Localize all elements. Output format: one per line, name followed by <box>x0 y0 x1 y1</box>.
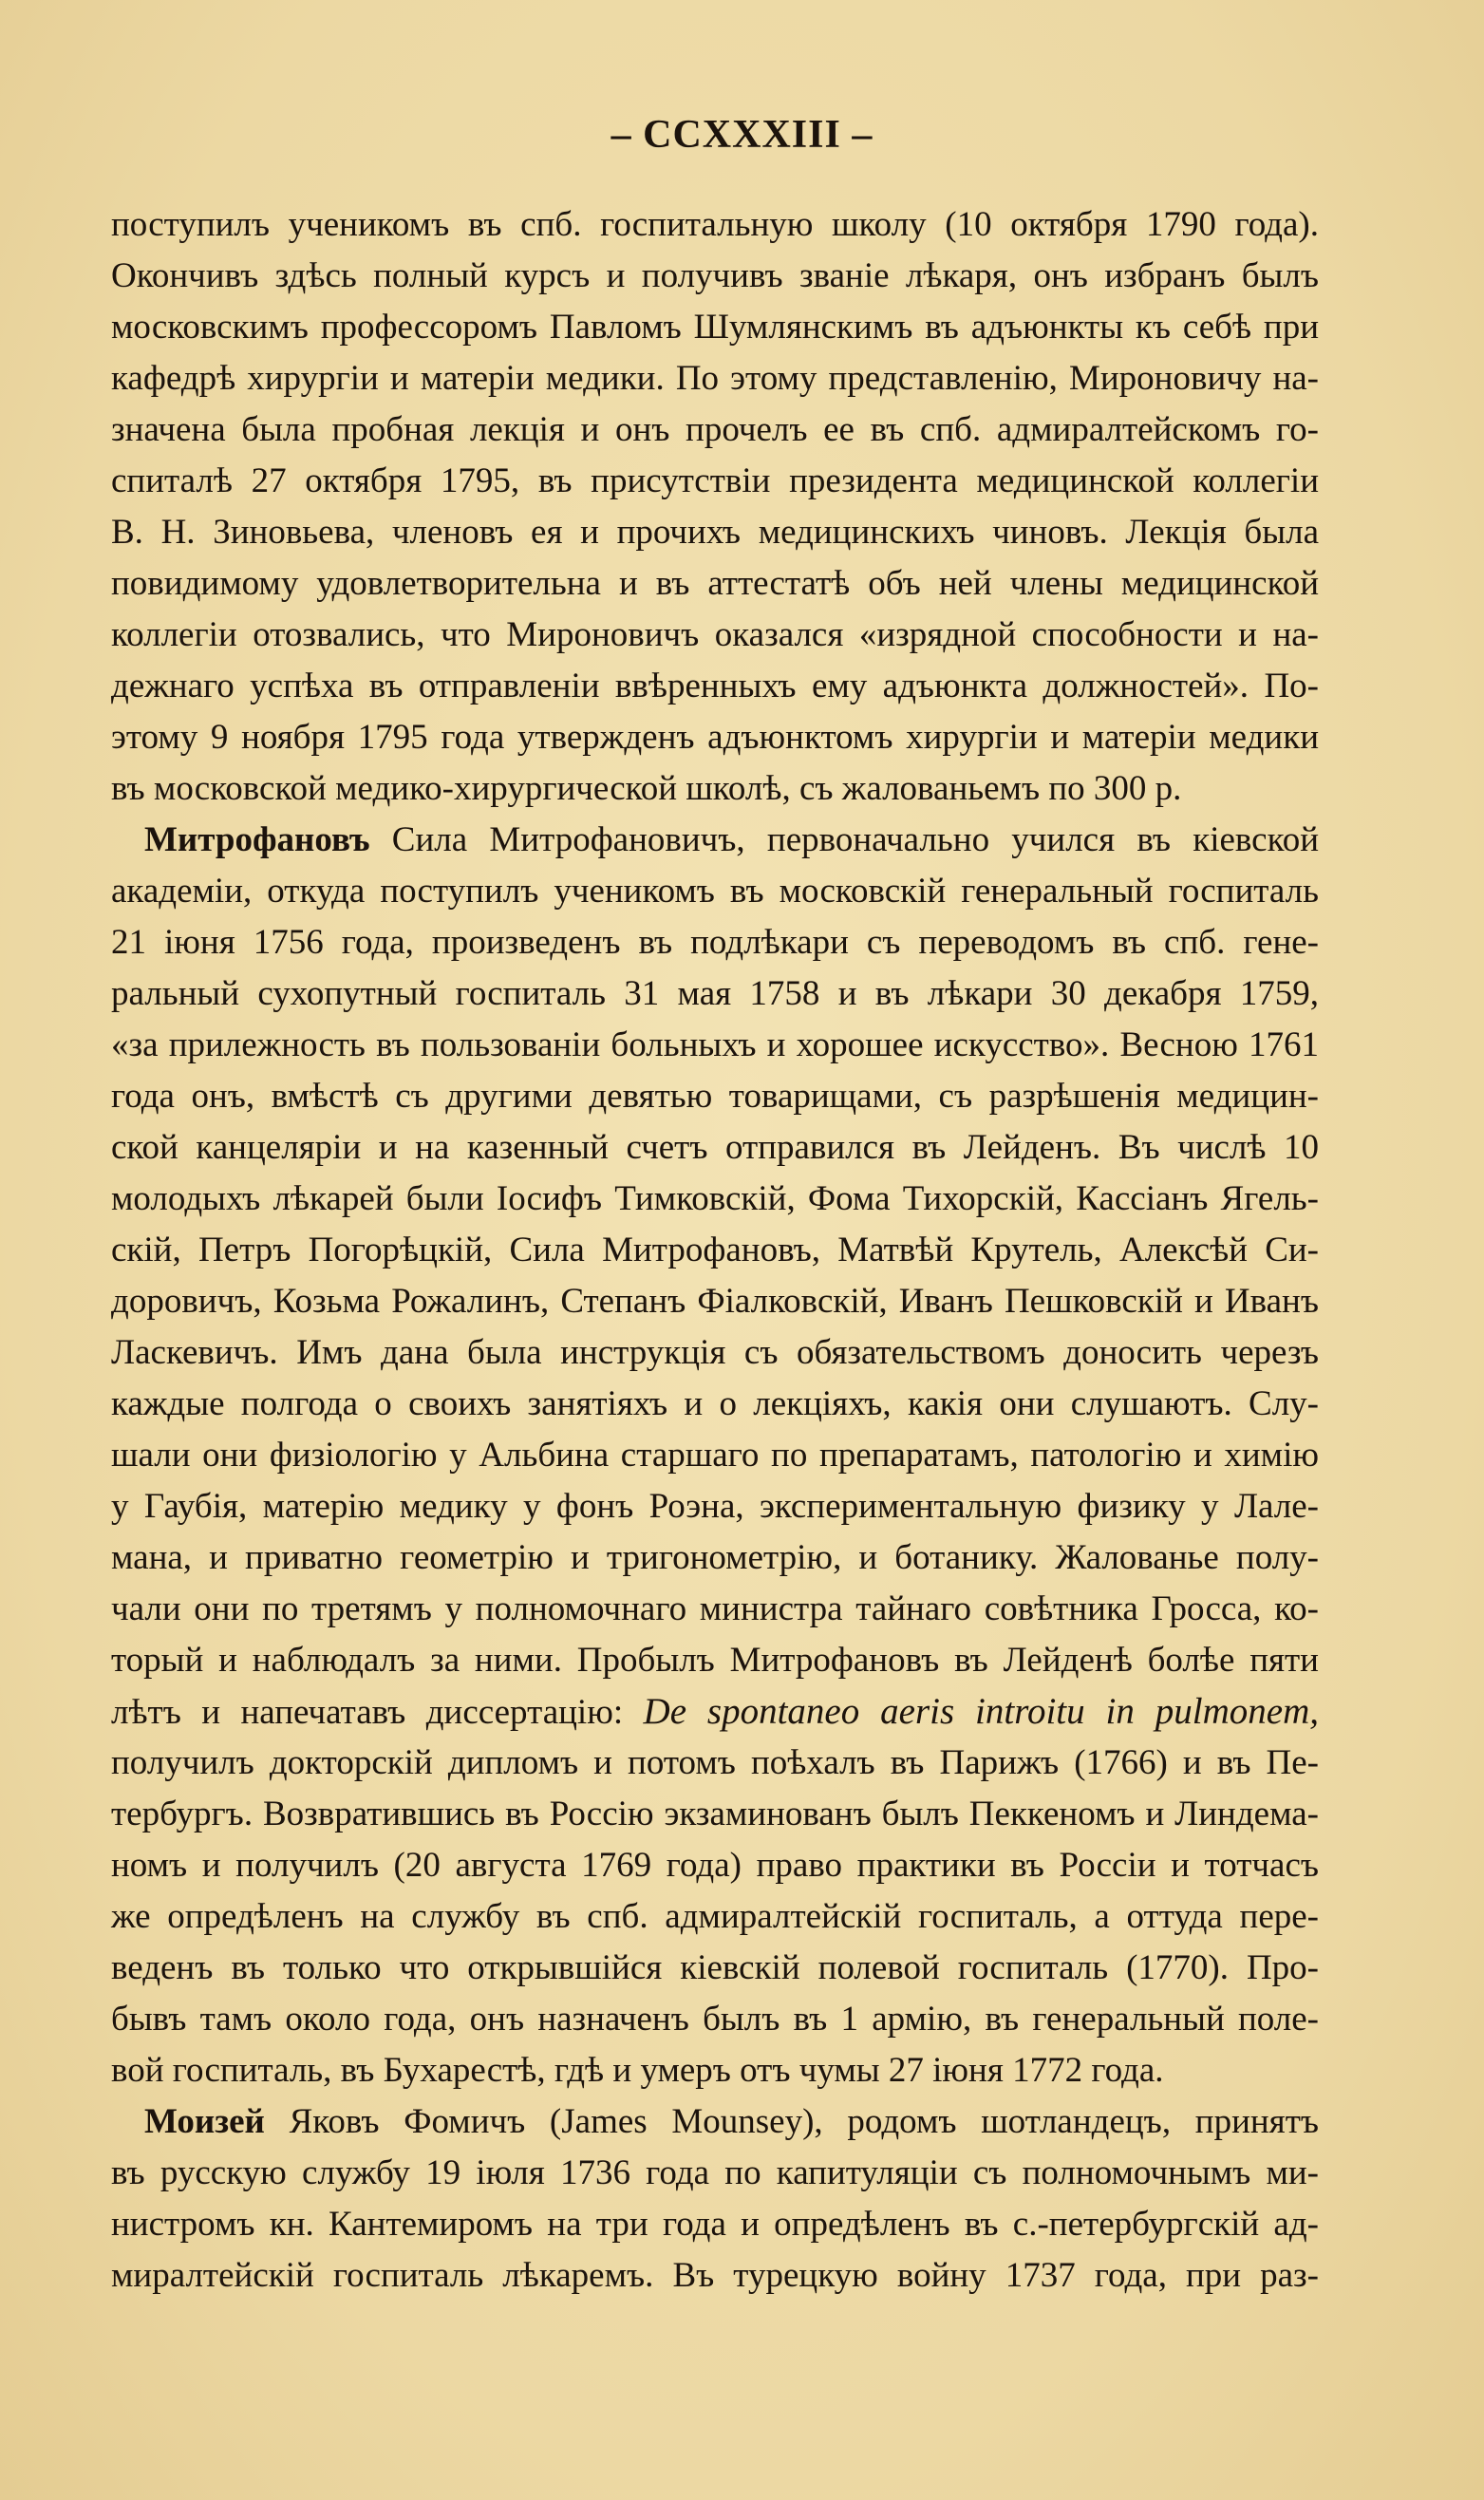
text-run: Сила Митрофановичъ, первоначально учился въ кіевской <box>369 820 1319 859</box>
text-line: въ русскую службу 19 іюля 1736 года по капитуляціи съ полномочнымъ ми- <box>111 2153 1319 2192</box>
page-number-header: – CCXXXIII – <box>611 113 873 157</box>
text-line: въ московской медико-хирургической школѣ, съ жалованьемъ по 300 р. <box>111 769 1182 808</box>
text-line: «за прилежность въ пользованіи больныхъ и хорошее искусство». Весною 1761 <box>111 1025 1319 1064</box>
text-line: бывъ тамъ около года, онъ назначенъ былъ въ 1 армію, въ генеральный поле- <box>111 2000 1319 2039</box>
entry-name: Моизей <box>144 2102 265 2141</box>
text-line: повидимому удовлетворительна и въ аттестатѣ объ ней члены медицинской <box>111 564 1319 603</box>
text-line: дежнаго успѣха въ отправленіи ввѣренныхъ ему адъюнкта должностей». По- <box>111 667 1319 705</box>
text-line: поступилъ ученикомъ въ спб. госпитальную школу (10 октября 1790 года). <box>111 205 1319 244</box>
text-line: доровичъ, Козьма Рожалинъ, Степанъ Фіалковскій, Иванъ Пешковскій и Иванъ <box>111 1282 1319 1321</box>
text-line <box>111 815 1319 866</box>
text-line: года онъ, вмѣстѣ съ другими девятью товарищами, съ разрѣшенія медицин- <box>111 1077 1319 1116</box>
entry-name: Митрофановъ <box>144 820 370 859</box>
dissertation-title: De spontaneo aeris introitu in pulmonem, <box>643 1691 1319 1732</box>
text-line: тербургъ. Возвратившись въ Россію экзаминованъ былъ Пеккеномъ и Линдема- <box>111 1795 1319 1833</box>
text-line: этому 9 ноября 1795 года утвержденъ адъюнктомъ хирургіи и матеріи медики <box>111 718 1319 757</box>
text-line: получилъ докторскій дипломъ и потомъ поѣхалъ въ Парижъ (1766) и въ Пе- <box>111 1743 1319 1782</box>
text-run: лѣтъ и напечатавъ диссертацію: <box>111 1693 644 1732</box>
text-line: Ласкевичъ. Имъ дана была инструкція съ обязательствомъ доносить черезъ <box>111 1333 1319 1372</box>
text-line: коллегіи отозвались, что Мироновичъ оказался «изрядной способности и на- <box>111 615 1319 654</box>
text-line: значена была пробная лекція и онъ прочелъ ее въ спб. адмиралтейскомъ го- <box>111 410 1319 449</box>
text-line: же опредѣленъ на службу въ спб. адмиралтейскій госпиталь, а оттуда пере- <box>111 1897 1319 1936</box>
text-line: миралтейскій госпиталь лѣкаремъ. Въ турецкую войну 1737 года, при раз- <box>111 2256 1319 2295</box>
text-line: В. Н. Зиновьева, членовъ ея и прочихъ медицинскихъ чиновъ. Лекція была <box>111 513 1319 552</box>
text-line: каждые полгода о своихъ занятіяхъ и о лекціяхъ, какія они слушаютъ. Слу- <box>111 1384 1319 1423</box>
text-line: номъ и получилъ (20 августа 1769 года) право практики въ Россіи и тотчасъ <box>111 1846 1319 1885</box>
text-line: вой госпиталь, въ Бухарестѣ, гдѣ и умеръ отъ чумы 27 іюня 1772 года. <box>111 2051 1164 2090</box>
text-line: московскимъ профессоромъ Павломъ Шумлянскимъ въ адъюнкты къ себѣ при <box>111 308 1319 347</box>
text-line: скій, Петръ Погорѣцкій, Сила Митрофановъ, Матвѣй Крутель, Алексѣй Си- <box>111 1231 1319 1269</box>
text-line: нистромъ кн. Кантемиромъ на три года и опредѣленъ въ с.-петербургскій ад- <box>111 2205 1319 2244</box>
text-line: мана, и приватно геометрію и тригонометрію, и ботанику. Жалованье полу- <box>111 1538 1319 1577</box>
text-line: ральный сухопутный госпиталь 31 мая 1758 и въ лѣкари 30 декабря 1759, <box>111 974 1319 1013</box>
page-body <box>111 199 1319 2302</box>
text-line: академіи, откуда поступилъ ученикомъ въ московскій генеральный госпиталь <box>111 872 1319 911</box>
text-run: Яковъ Фомичъ (James Mounsey), родомъ шотландецъ, принятъ <box>264 2102 1319 2141</box>
text-line: кафедрѣ хирургіи и матеріи медики. По этому представленію, Мироновичу на- <box>111 359 1319 398</box>
paragraph-mounsey <box>111 2096 1319 2302</box>
text-line: у Гаубія, матерію медику у фонъ Роэна, экспериментальную физику у Лале- <box>111 1487 1319 1526</box>
paragraph-mironovich <box>111 199 1319 815</box>
text-line: Окончивъ здѣсь полный курсъ и получивъ званіе лѣкаря, онъ избранъ былъ <box>111 256 1319 295</box>
text-line: 21 іюня 1756 года, произведенъ въ подлѣкари съ переводомъ въ спб. гене- <box>111 923 1319 962</box>
text-line: спиталѣ 27 октября 1795, въ присутствіи президента медицинской коллегіи <box>111 461 1319 500</box>
text-line <box>111 2096 1319 2148</box>
text-line <box>111 1686 1319 1738</box>
text-line: шали они физіологію у Альбина старшаго по препаратамъ, патологію и химію <box>111 1436 1319 1475</box>
text-line: ской канцеляріи и на казенный счетъ отправился въ Лейденъ. Въ числѣ 10 <box>111 1128 1319 1167</box>
text-line: торый и наблюдалъ за ними. Пробылъ Митрофановъ въ Лейденѣ болѣе пяти <box>111 1641 1319 1680</box>
text-line: чали они по третямъ у полномочнаго министра тайнаго совѣтника Гросса, ко- <box>111 1589 1319 1628</box>
paragraph-mitrofanov <box>111 815 1319 2096</box>
text-line: молодыхъ лѣкарей были Іосифъ Тимковскій, Фома Тихорскій, Кассіанъ Ягель- <box>111 1179 1319 1218</box>
text-line: веденъ въ только что открывшійся кіевскій полевой госпиталь (1770). Про- <box>111 1948 1319 1987</box>
